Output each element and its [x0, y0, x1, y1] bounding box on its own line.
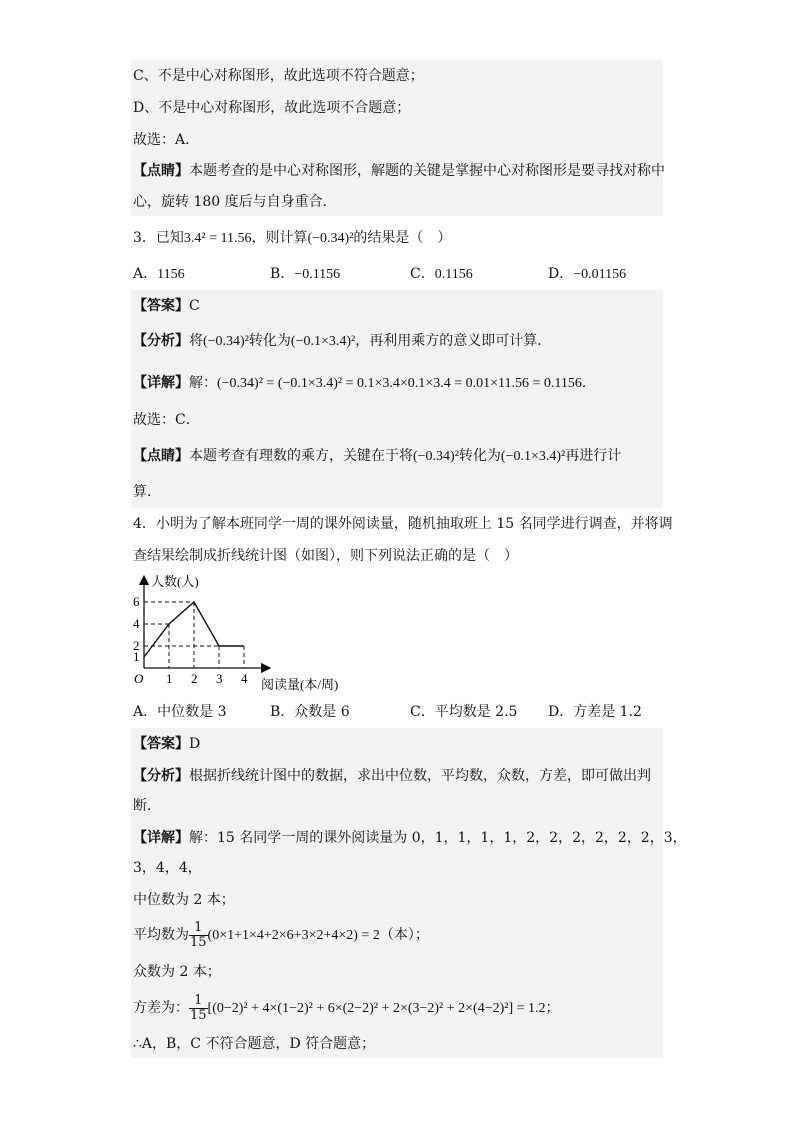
x-tick-label: 1 — [166, 671, 173, 686]
prev-comment-line-1 — [133, 161, 665, 181]
q3-comment — [133, 446, 621, 467]
fraction-numerator: 1 — [189, 921, 208, 936]
fraction-denominator: 15 — [190, 934, 207, 950]
analysis-conv: (−0.1×3.4)² — [290, 334, 356, 349]
option-value: −0.1156 — [294, 267, 341, 282]
q3-option-d — [548, 264, 626, 285]
q3-answer — [133, 296, 200, 316]
q4-detail-1 — [133, 828, 687, 848]
detail-tag: 【详解】 — [133, 830, 189, 846]
mean-text: 平均数为 — [133, 927, 189, 943]
option-label: B． — [270, 704, 295, 720]
q3-option-b — [270, 264, 340, 285]
q4-analysis-1 — [133, 766, 651, 786]
q4-mean — [133, 920, 429, 951]
q4-stem-2: 查结果绘制成折线统计图（如图），则下列说法正确的是（ ） — [133, 548, 518, 564]
q4-option-b — [270, 702, 350, 722]
q3-analysis — [133, 331, 551, 352]
detail-text: 解：15 名同学一周的课外阅读量为 0，1，1，1，1，2，2，2，2，2，2，3， — [189, 830, 687, 846]
q3-given: 3.4² = 11.56 — [183, 231, 252, 246]
prev-choose: 故选：A． — [133, 132, 200, 148]
fraction-denominator: 15 — [190, 1007, 207, 1023]
option-value: 众数是 6 — [294, 704, 350, 720]
comment-tag: 【点睛】 — [133, 448, 189, 464]
prev-line-c: C、不是中心对称图形，故此选项不符合题意； — [133, 68, 424, 84]
variance-text: ； — [545, 1000, 560, 1016]
q4-option-d — [548, 702, 642, 722]
q4-option-a — [133, 702, 226, 722]
variance-text: 方差为： — [133, 1000, 189, 1016]
option-label: D． — [548, 704, 574, 720]
detail-tag: 【详解】 — [133, 375, 189, 391]
comment-text: 本题考查的是中心对称图形，解题的关键是掌握中心对称图形是要寻找对称中 — [189, 163, 665, 179]
analysis-text: 根据折线统计图中的数据，求出中位数，平均数，众数，方差，即可做出判 — [189, 768, 651, 784]
q4-variance — [133, 993, 560, 1024]
analysis-expr: (−0.34)² — [203, 334, 249, 349]
x-axis-label: 阅读量(本/周) — [261, 677, 339, 692]
answer-value: C — [189, 298, 200, 314]
q3-choose: 故选：C． — [133, 412, 200, 428]
option-label: C． — [410, 266, 435, 282]
detail-text: ． — [581, 375, 596, 391]
q3-stem — [133, 228, 451, 249]
q3-option-a — [133, 264, 185, 285]
comment-text: 本题考查有理数的乘方，关键在于将 — [189, 448, 413, 464]
comment-tag: 【点睛】 — [133, 163, 189, 179]
mean-unit: （本）； — [379, 927, 429, 943]
q4-mode: 众数为 2 本； — [133, 964, 221, 980]
analysis-text: 转化为 — [248, 333, 291, 349]
q4-detail-2: 3，4，4， — [133, 860, 202, 876]
option-value: 平均数是 2.5 — [434, 704, 518, 720]
q3-solution-block — [131, 290, 663, 508]
option-value: −0.01156 — [573, 267, 627, 282]
fraction — [189, 921, 208, 950]
origin-label: O — [134, 671, 144, 686]
q3-stem-a: 3．已知 — [133, 230, 184, 246]
option-label: A． — [133, 704, 158, 720]
q4-answer — [133, 734, 200, 754]
line-chart — [130, 572, 370, 697]
option-value: 1156 — [157, 267, 185, 282]
comment-expr: (−0.34)² — [413, 449, 459, 464]
comment-text: 转化为 — [458, 448, 501, 464]
prev-comment-line-2: 心，旋转 180 度后与自身重合． — [133, 194, 337, 210]
q3-comment-end: 算． — [133, 484, 161, 500]
q3-stem-b: ，则计算 — [251, 230, 308, 246]
comment-text: 再进行计 — [565, 448, 622, 464]
x-tick-label: 3 — [216, 671, 223, 686]
analysis-tag: 【分析】 — [133, 768, 189, 784]
option-label: D． — [548, 266, 574, 282]
q4-option-c — [410, 702, 517, 722]
answer-tag: 【答案】 — [133, 736, 189, 752]
option-value: 0.1156 — [434, 267, 473, 282]
y-tick-label: 1 — [133, 649, 140, 664]
option-value: 中位数是 3 — [157, 704, 227, 720]
mean-expression: (0×1+1×4+2×6+3×2+4×2) = 2 — [207, 928, 380, 943]
y-tick-label: 4 — [133, 616, 140, 631]
x-tick-label: 4 — [241, 671, 248, 686]
answer-tag: 【答案】 — [133, 298, 189, 314]
option-value: 方差是 1.2 — [573, 704, 642, 720]
y-axis-label: 人数(人) — [151, 574, 199, 589]
option-label: C． — [410, 704, 435, 720]
answer-value: D — [189, 736, 201, 752]
q4-conclusion: ∴A，B，C 不符合题意，D 符合题意； — [133, 1036, 376, 1052]
fraction-numerator: 1 — [189, 994, 208, 1009]
q3-option-c — [410, 264, 473, 285]
analysis-tag: 【分析】 — [133, 333, 189, 349]
option-label: A． — [133, 266, 158, 282]
analysis-text: 将 — [189, 333, 203, 349]
detail-text: 解： — [189, 375, 217, 391]
fraction — [189, 994, 208, 1023]
q3-detail — [133, 373, 596, 394]
prev-line-d: D、不是中心对称图形，故此选项不合题意； — [133, 100, 411, 116]
q4-analysis-2: 断． — [133, 798, 161, 814]
q3-stem-c: 的结果是（ ） — [353, 230, 452, 246]
q4-median: 中位数为 2 本； — [133, 892, 235, 908]
option-label: B． — [270, 266, 295, 282]
y-tick-label: 2 — [133, 638, 140, 653]
detail-equation: (−0.34)² = (−0.1×3.4)² = 0.1×3.4×0.1×3.4 = 0.01×11.56 = 0.1156 — [217, 376, 582, 391]
q3-expr: (−0.34)² — [307, 231, 354, 246]
comment-conv: (−0.1×3.4)² — [500, 449, 566, 464]
y-tick-label: 6 — [133, 594, 140, 609]
analysis-text: ，再利用乘方的意义即可计算． — [355, 333, 552, 349]
x-tick-label: 2 — [191, 671, 198, 686]
variance-expression: [(0−2)² + 4×(1−2)² + 6×(2−2)² + 2×(3−2)² + 2×(4−2)²] = 1.2 — [207, 1001, 546, 1016]
q4-stem-1: 4．小明为了解本班同学一周的课外阅读量，随机抽取班上 15 名同学进行调查，并将调 — [133, 516, 673, 532]
